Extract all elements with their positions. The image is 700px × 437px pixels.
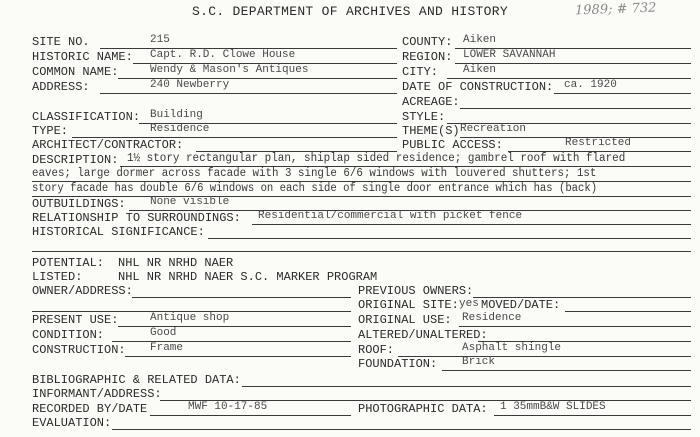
informant-label: INFORMANT/ADDRESS: [32,387,162,401]
classification-value: Building [150,109,203,121]
potential-options: NHL NR NRHD NAER [118,256,234,270]
foundation-value: Brick [462,356,496,368]
original-site-label: ORIGINAL SITE: [358,298,459,312]
county-value: Aiken [463,34,497,46]
date-of-construction-label: DATE OF CONSTRUCTION: [402,80,554,94]
region-label: REGION: [402,50,453,64]
original-site-value: yes [459,298,479,310]
altered-label: ALTERED/UNALTERED: [358,328,488,342]
handwritten-note: 1989; # 732 [574,0,657,19]
condition-value: Good [150,327,177,339]
style-label: STYLE: [402,110,446,124]
city-value: Aiken [463,64,497,76]
description-line-1: 1½ story rectangular plan, shiplap sided residence; gambrel roof with flared [127,152,626,165]
public-access-label: PUBLIC ACCESS: [402,138,503,152]
field-line [442,370,691,371]
potential-label: POTENTIAL: [32,256,105,270]
evaluation-label: EVALUATION: [32,416,112,430]
foundation-label: FOUNDATION: [358,357,438,371]
recorded-by-value: MWF 10-17-85 [188,401,268,413]
outbuildings-value: None visible [150,196,230,208]
common-name-value: Wendy & Mason's Antiques [150,64,309,76]
relationship-label: RELATIONSHIP TO SURROUNDINGS: [32,211,241,225]
acreage-label: ACREAGE: [402,95,460,109]
roof-label: ROOF: [358,343,395,357]
photographic-data-label: PHOTOGRAPHIC DATA: [358,402,488,416]
city-label: CITY: [402,65,439,79]
theme-label: THEME(S) [402,124,460,138]
previous-owners-label: PREVIOUS OWNERS: [358,284,474,298]
field-line [460,108,691,109]
field-line [100,93,397,94]
type-value: Residence [150,123,210,135]
field-line [554,93,691,94]
page-title: S.C. DEPARTMENT OF ARCHIVES AND HISTORY [192,4,508,19]
historic-name-value: Capt. R.D. Clowe House [150,49,296,61]
photographic-data-value: 1 35mmB&W SLIDES [500,401,606,413]
historical-significance-label: HISTORICAL SIGNIFICANCE: [32,225,205,239]
description-label: DESCRIPTION: [32,153,119,167]
field-line [112,341,351,342]
description-line-2: eaves; large dormer across facade with 3 single 6/6 windows with louvered shutters; 1st [32,167,597,180]
owner-address-label: OWNER/ADDRESS: [32,284,133,298]
field-line [150,415,351,416]
relationship-value: Residential/commercial with picket fence [258,210,523,222]
original-use-value: Residence [462,312,522,324]
field-line [565,311,691,312]
field-line [112,429,691,430]
present-use-label: PRESENT USE: [32,313,119,327]
roof-value: Asphalt shingle [462,342,562,354]
site-no-value: 215 [150,34,170,46]
condition-label: CONDITION: [32,328,105,342]
field-line [132,297,351,298]
county-label: COUNTY: [402,35,453,49]
listed-label: LISTED: [32,270,83,284]
theme-value: Recreation [460,123,527,135]
bibliographic-label: BIBLIOGRAPHIC & RELATED DATA: [32,373,241,387]
field-line [459,326,691,327]
site-no-label: SITE NO. [32,35,90,49]
field-line [32,196,691,197]
architect-label: ARCHITECT/CONTRACTOR: [32,138,184,152]
outbuildings-label: OUTBUILDINGS: [32,197,126,211]
historic-name-label: HISTORIC NAME: [32,50,133,64]
construction-value: Frame [150,342,184,354]
field-line [242,386,691,387]
field-line [252,224,691,225]
common-name-label: COMMON NAME: [32,65,119,79]
region-value: LOWER SAVANNAH [463,49,556,61]
field-line [398,356,691,357]
original-use-label: ORIGINAL USE: [358,313,452,327]
present-use-value: Antique shop [150,312,230,324]
listed-options: NHL NR NRHD NAER S.C. MARKER PROGRAM [118,270,378,284]
description-line-3: story facade has double 6/6 windows on each side of single door entrance which has (back) [32,182,598,195]
address-label: ADDRESS: [32,80,90,94]
public-access-value: Restricted [565,137,632,149]
date-of-construction-value: ca. 1920 [564,79,617,91]
field-line [494,415,691,416]
construction-label: CONSTRUCTION: [32,343,126,357]
recorded-by-label: RECORDED BY/DATE [32,402,148,416]
field-line [208,238,691,239]
classification-label: CLASSIFICATION: [32,110,141,124]
field-line [32,251,691,252]
field-line [125,356,351,357]
type-label: TYPE: [32,124,69,138]
address-value: 240 Newberry [150,79,230,91]
moved-date-label: MOVED/DATE: [481,298,561,312]
